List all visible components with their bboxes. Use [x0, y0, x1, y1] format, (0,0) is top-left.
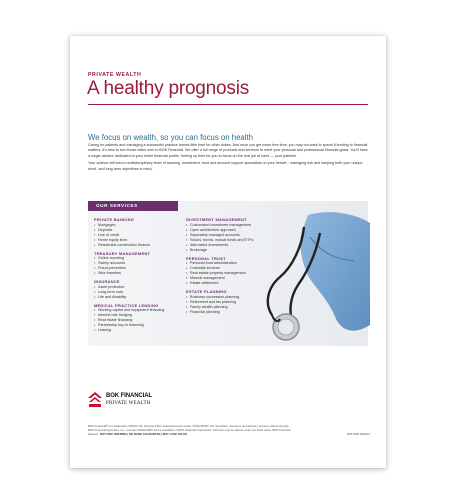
category-title: INSURANCE — [94, 279, 120, 285]
list-item: • Working capital and equipment financing — [94, 308, 180, 313]
category-list — [94, 308, 180, 333]
list-item: • Wire transfers — [94, 271, 180, 276]
list-item: • Online reporting — [94, 256, 180, 261]
list-item: • Interest rate hedging — [94, 313, 180, 318]
intro-subhead: We focus on wealth, so you can focus on health — [88, 133, 253, 142]
footer-line — [88, 433, 370, 437]
list-item: • Deposits — [94, 228, 180, 233]
list-item: • Home equity lines — [94, 238, 180, 243]
list-item: • Long-term care — [94, 290, 180, 295]
logo-name: BOK FINANCIAL — [106, 393, 153, 399]
category-list — [186, 295, 270, 315]
list-item: • Stocks, bonds, mutual funds and ETFs — [186, 238, 270, 243]
intro-body — [88, 143, 370, 175]
category-title: INVESTMENT MANAGEMENT — [186, 217, 247, 222]
list-item: • Life and disability — [94, 295, 180, 300]
list-item: • Leasing — [94, 328, 180, 333]
footer-line: BOK Financial® is a trademark of BOKF NA. Member FDIC. Equal Housing Lender. ©2022 BOKF NA. Securities, insurance and advisory services offered through — [88, 424, 289, 428]
category-title: TREASURY MANAGEMENT — [94, 250, 151, 256]
list-item: • Asset protection — [94, 285, 180, 290]
category-title: MEDICAL PRACTICE LENDING — [94, 302, 159, 308]
list-item: • Fraud prevention — [94, 266, 180, 271]
list-item: • Real estate financing — [94, 318, 180, 323]
services-column-1 — [94, 214, 180, 333]
intro-paragraph-1: Caring for patients and managing a successful practice leaves little time for other duties. And once you get some free time, you may not want to spend it tending to financial matters. It's time to turn those tasks over to BOK Financial. We offer a full range of products and services to meet your personal and professional financial goals. You'll have a single advisor dedicated to your entire financial profile, freeing up time for you to focus on the real job at hand — your patients. — [88, 143, 368, 158]
services-section — [88, 201, 368, 346]
intro-paragraph-2: Your advisor will lead a multidisciplinary team of banking, investment, trust and account support specialists on your behalf – managing risk and keeping both your unique short- and long-term objectives in mind. — [88, 161, 363, 171]
list-item: • Separately managed accounts — [186, 233, 270, 238]
list-item: • Financial planning — [186, 310, 270, 315]
services-column-2 — [186, 214, 270, 315]
eyebrow-label: PRIVATE WEALTH — [88, 72, 142, 78]
list-item: • Family wealth planning — [186, 305, 270, 310]
bok-financial-logo — [88, 392, 208, 410]
list-item: • Line of credit — [94, 233, 180, 238]
footer-line: BOK Financial Securities, Inc., member FINRA/SIPC and a subsidiary of BOK Financial Corporation. Services may be offered under our trade name, BOK Financial — [88, 427, 291, 432]
list-item: • Alternative investments — [186, 243, 270, 248]
footer-code: WM-5228 08/2022 — [346, 431, 370, 436]
footer-disclaimer: NOT FDIC INSURED | NO BANK GUARANTEE | MAY LOSE VALUE — [99, 431, 188, 436]
list-item: • Personal trust administration — [186, 261, 270, 266]
list-item: • Partnership buy-in financing — [94, 323, 180, 328]
title-divider — [88, 104, 368, 105]
list-item: • Customized investment management — [186, 223, 270, 228]
legal-footer — [88, 425, 370, 437]
list-item: • Estate settlement — [186, 281, 270, 286]
list-item: • Mineral management — [186, 276, 270, 281]
list-item: • Business succession planning — [186, 295, 270, 300]
list-item: • Residential construction finance — [94, 243, 180, 248]
list-item: • Sweep accounts — [94, 261, 180, 266]
page-title: A healthy prognosis — [87, 78, 250, 99]
category-list — [186, 223, 270, 253]
category-title: ESTATE PLANNING — [186, 289, 227, 295]
list-item: • Retirement and tax planning — [186, 300, 270, 305]
services-tab: OUR SERVICES — [88, 201, 178, 211]
category-list — [94, 285, 180, 300]
list-item: • Brokerage — [186, 248, 270, 253]
list-item: • Open architecture approach — [186, 228, 270, 233]
footer-prefix: advisors. — [88, 431, 100, 436]
list-item: • Real estate property management — [186, 271, 270, 276]
category-title: PERSONAL TRUST — [186, 255, 226, 261]
flyer-page — [70, 36, 386, 468]
list-item: • Mortgages — [94, 223, 180, 228]
bok-logo-mark-icon — [88, 392, 102, 408]
logo-subtitle: PRIVATE WEALTH — [106, 401, 151, 406]
category-list — [186, 261, 270, 286]
category-list — [94, 223, 180, 248]
list-item: • Custodial services — [186, 266, 270, 271]
category-list — [94, 256, 180, 276]
category-title: PRIVATE BANKING — [94, 217, 135, 222]
